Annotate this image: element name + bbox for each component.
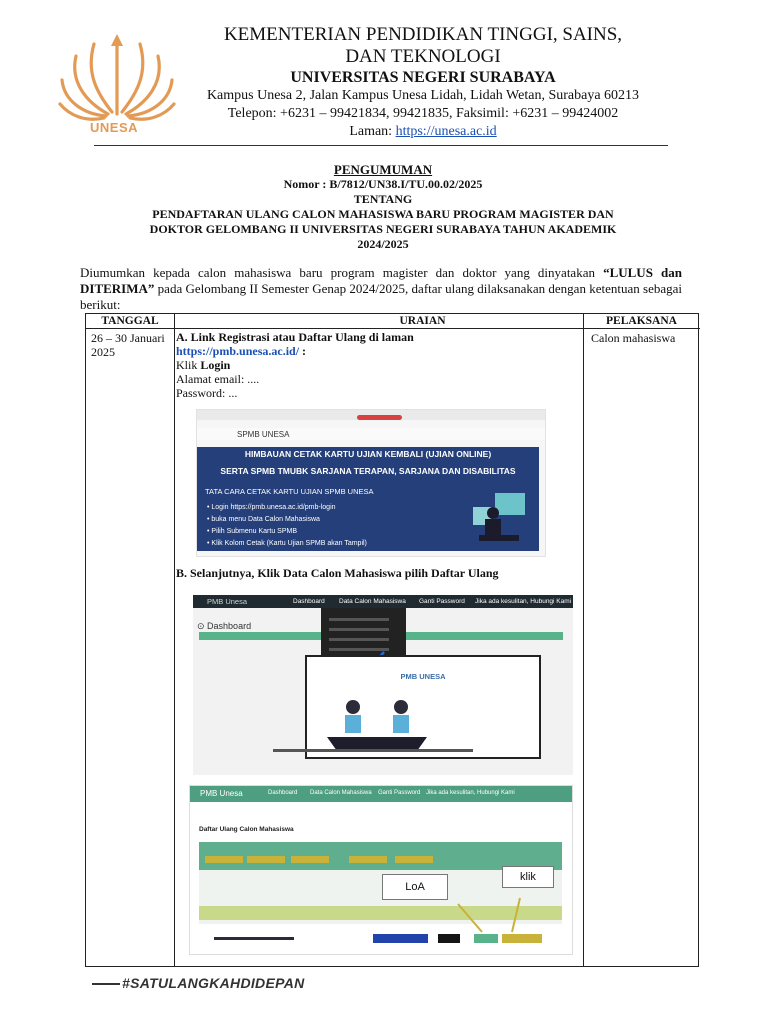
- nav-data-calon: Data Calon Mahasiswa: [310, 790, 372, 796]
- ministry-line-2: DAN TEKNOLOGI: [345, 46, 501, 67]
- col-header-tanggal: TANGGAL: [86, 314, 174, 329]
- nav-dashboard: Dashboard: [293, 598, 325, 605]
- step-b-title: B. Selanjutnya, Klik Data Calon Mahasiswa pilih Daftar Ulang: [176, 566, 499, 580]
- nav-help: Jika ada kesulitan, Hubungi Kami: [475, 598, 572, 605]
- banner-step: • buka menu Data Calon Mahasiswa: [207, 516, 320, 523]
- modal-title: PMB UNESA: [400, 672, 446, 681]
- banner-steps: [207, 502, 367, 550]
- website-link[interactable]: https://unesa.ac.id: [395, 124, 497, 139]
- nav-ganti-password: Ganti Password: [378, 790, 421, 796]
- pelaksana-cell: Calon mahasiswa: [591, 331, 676, 345]
- university-name: UNIVERSITAS NEGERI SURABAYA: [290, 69, 556, 86]
- col-divider: [583, 314, 584, 966]
- logo-wordmark: UNESA: [90, 120, 139, 135]
- step-a-title: A. Link Registrasi atau Daftar Ulang di laman: [176, 330, 414, 344]
- announcement-subject-2: DOKTOR GELOMBANG II UNIVERSITAS NEGERI SURABAYA TAHUN AKADEMIK: [149, 222, 617, 236]
- intro-paragraph: Diumumkan kepada calon mahasiswa baru program magister dan doktor yang dinyatakan “LULUS dan DITERIMA” pada Gelombang II Semester Genap 2024/2025, daftar ulang dilaksanakan dengan ketentuan sebagai berikut:: [80, 265, 682, 312]
- login-instruction: Klik Login: [176, 358, 231, 372]
- banner-subheading: TATA CARA CETAK KARTU UJIAN SPMB UNESA: [205, 487, 374, 496]
- letterhead: [180, 24, 666, 141]
- password-instruction: Password: ...: [176, 386, 238, 400]
- banner-step: • Login https://pmb.unesa.ac.id/pmb-login: [207, 504, 336, 511]
- phone: Telepon: +6231 – 99421834, 99421835, Faksimil: +6231 – 99424002: [227, 106, 619, 121]
- announcement-subject-1: PENDAFTARAN ULANG CALON MAHASISWA BARU PROGRAM MAGISTER DAN: [152, 207, 614, 221]
- footer-hashtag: #SATULANGKAHDIDEPAN: [92, 975, 305, 991]
- nav-help: Jika ada kesulitan, Hubungi Kami: [426, 790, 515, 796]
- announcement-number: Nomor : B/7812/UN38.I/TU.00.02/2025: [283, 177, 483, 191]
- banner-heading-1: HIMBAUAN CETAK KARTU UJIAN KEMBALI (UJIAN ONLINE): [244, 449, 492, 459]
- ministry-line-1: KEMENTERIAN PENDIDIKAN TINGGI, SAINS,: [223, 24, 623, 45]
- pmb-brand: PMB Unesa: [207, 597, 248, 606]
- announcement-banner: [197, 447, 539, 551]
- spmb-screenshot: [196, 409, 546, 557]
- dashboard-navbar: [193, 595, 573, 608]
- callout-klik: klik: [502, 866, 554, 888]
- announcement-title: PENGUMUMAN: [333, 162, 433, 177]
- announcement-heading: [80, 162, 686, 252]
- computer-user-illustration: [465, 487, 535, 547]
- red-pill: [357, 415, 402, 420]
- pmb-link[interactable]: https://pmb.unesa.ac.id/: [176, 344, 300, 358]
- nav-dashboard: Dashboard: [268, 790, 298, 796]
- announcement-tentang: TENTANG: [353, 192, 413, 206]
- email-instruction: Alamat email: ....: [176, 372, 260, 386]
- col-header-uraian: URAIAN: [174, 314, 671, 329]
- header-divider: [94, 145, 668, 146]
- date-cell: 26 – 30 Januari 2025: [91, 331, 165, 359]
- announcement-subject-3: 2024/2025: [357, 237, 409, 251]
- banner-step: • Klik Kolom Cetak (Kartu Ujian SPMB akan Tampil): [207, 540, 367, 547]
- daftar-ulang-screenshot: [189, 785, 573, 955]
- col-header-pelaksana: PELAKSANA: [583, 314, 700, 329]
- banner-step: • Pilih Submenu Kartu SPMB: [207, 528, 297, 535]
- banner-heading-2: SERTA SPMB TMUBK SARJANA TERAPAN, SARJANA DAN DISABILITAS: [220, 466, 516, 476]
- callout-loa: LoA: [382, 874, 448, 900]
- address: Kampus Unesa 2, Jalan Kampus Unesa Lidah, Lidah Wetan, Surabaya 60213: [206, 88, 640, 103]
- welcome-modal: [305, 655, 541, 759]
- pmb-brand: PMB Unesa: [200, 789, 243, 798]
- spmb-brand: SPMB UNESA: [237, 430, 290, 439]
- nav-ganti-password: Ganti Password: [419, 598, 465, 605]
- website: Laman: https://unesa.ac.id: [349, 124, 497, 139]
- col-divider: [174, 314, 175, 966]
- nav-data-calon: Data Calon Mahasiswa: [339, 598, 406, 605]
- daftar-ulang-title: Daftar Ulang Calon Mahasiswa: [199, 826, 294, 833]
- step-b: [176, 566, 596, 580]
- note-line: [273, 749, 473, 752]
- schedule-table: [85, 313, 699, 967]
- dashboard-label: ⊙ Dashboard: [197, 621, 252, 631]
- dashboard-screenshot: [193, 595, 573, 775]
- uraian-cell: A. Link Registrasi atau Daftar Ulang di laman https://pmb.unesa.ac.id/ : Klik Login Alamat email: .... Password: ...: [176, 330, 596, 400]
- handshake-illustration: [317, 697, 437, 753]
